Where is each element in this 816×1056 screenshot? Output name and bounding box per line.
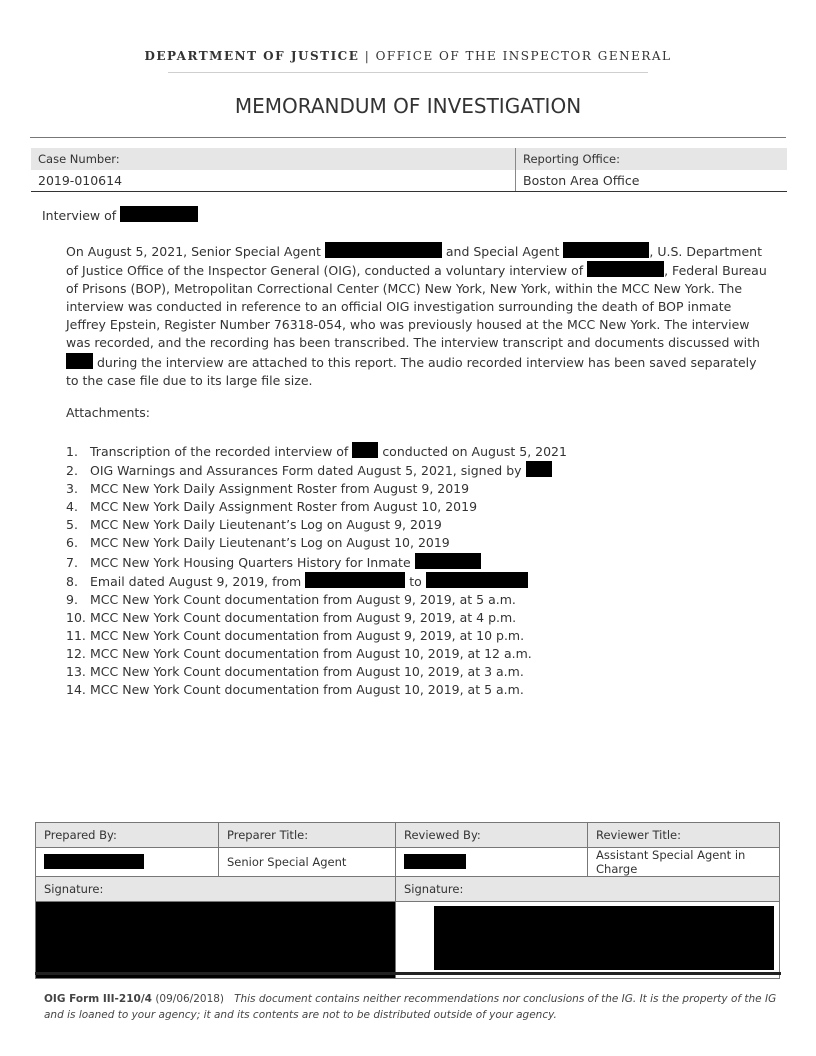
list-item: 3. MCC New York Daily Assignment Roster from August 9, 2019 (66, 481, 470, 497)
list-item: 6. MCC New York Daily Lieutenant’s Log on August 10, 2019 (66, 535, 450, 551)
narrative-text-1: On August 5, 2021, Senior Special Agent (66, 244, 321, 259)
office-name: OFFICE OF THE INSPECTOR GENERAL (375, 49, 672, 63)
redaction-box (434, 906, 774, 970)
redaction-box (120, 206, 198, 222)
footer-disclaimer: This document contains neither recommendations nor conclusions of the IG. It is the property of the IG and is loaned to your agency; it and its contents are not to be distributed outside of your agency. (44, 993, 777, 1021)
redaction-box (563, 242, 649, 258)
case-number-value: 2019-010614 (31, 170, 516, 192)
form-footer (44, 991, 784, 1023)
reporting-office-label: Reporting Office: (516, 148, 788, 170)
case-number-label: Case Number: (31, 148, 516, 170)
prepared-by-value (36, 848, 219, 877)
attachments-heading: Attachments: (66, 405, 151, 420)
narrative-text-3: , U.S. Department of Justice Office of the Inspector General (OIG), conducted a voluntary interview of (66, 244, 762, 279)
document-header (0, 49, 816, 63)
case-info-table (31, 148, 787, 192)
form-id: OIG Form III-210/4 (44, 993, 152, 1005)
redaction-box (305, 572, 405, 588)
list-item: 7. MCC New York Housing Quarters History for Inmate (66, 553, 567, 572)
signature-table (35, 822, 780, 979)
list-item: 4. MCC New York Daily Assignment Roster from August 10, 2019 (66, 499, 478, 515)
list-item: 9. MCC New York Count documentation from August 9, 2019, at 5 a.m. (66, 591, 516, 607)
list-item: 10. MCC New York Count documentation from August 9, 2019, at 4 p.m. (66, 609, 517, 625)
redaction-box (325, 242, 442, 258)
list-item: 2. OIG Warnings and Assurances Form dated August 5, 2021, signed by (66, 461, 567, 480)
redaction-box (526, 461, 552, 477)
attachments-list (66, 442, 567, 699)
interview-of-label: Interview of (42, 208, 117, 223)
header-separator: | (359, 49, 376, 63)
list-item: 11. MCC New York Count documentation from August 9, 2019, at 10 p.m. (66, 627, 525, 643)
redaction-box (426, 572, 528, 588)
redaction-box (36, 902, 395, 978)
list-item: 14. MCC New York Count documentation from August 10, 2019, at 5 a.m. (66, 682, 524, 698)
signature-bottom-rule (35, 972, 781, 975)
list-item: 8. Email dated August 9, 2019, from to (66, 572, 567, 591)
header-divider (168, 72, 648, 73)
list-item: 5. MCC New York Daily Lieutenant’s Log on August 9, 2019 (66, 517, 442, 533)
reviewer-signature-cell (396, 902, 780, 979)
narrative-text-4: , Federal Bureau of Prisons (BOP), Metropolitan Correctional Center (MCC) New York, New York, within the MCC New York. The interview was conducted in reference to an official OIG investigation surrounding the death of BOP inmate Jeffrey Epstein, Register Number 76318-054, who was previously housed at the MCC New York. The interview was recorded, and the recording has been transcribed. The interview transcript and documents discussed with (66, 263, 767, 351)
narrative-text-2: and Special Agent (445, 244, 560, 259)
reviewed-by-label: Reviewed By: (396, 823, 588, 848)
form-date: (09/06/2018) (151, 993, 225, 1005)
redaction-box (66, 353, 93, 369)
signature-label-left: Signature: (36, 877, 396, 902)
title-divider (30, 137, 786, 138)
preparer-signature-cell (36, 902, 396, 979)
reporting-office-value: Boston Area Office (516, 170, 788, 192)
redaction-box (44, 854, 144, 869)
narrative-text-5: during the interview are attached to this report. The audio recorded interview has been saved separately to the case file due to its large file size. (66, 354, 757, 388)
redaction-box (415, 553, 481, 569)
list-item: 12. MCC New York Count documentation from August 10, 2019, at 12 a.m. (66, 646, 532, 662)
signature-label-right: Signature: (396, 877, 780, 902)
list-item: 13. MCC New York Count documentation from August 10, 2019, at 3 a.m. (66, 664, 524, 680)
page-title: MEMORANDUM OF INVESTIGATION (234, 94, 582, 118)
narrative-paragraph (66, 242, 772, 390)
redaction-box (587, 261, 664, 277)
redaction-box (404, 854, 466, 869)
reviewed-by-value (396, 848, 588, 877)
reviewer-title-label: Reviewer Title: (588, 823, 780, 848)
preparer-title-value: Senior Special Agent (219, 848, 396, 877)
preparer-title-label: Preparer Title: (219, 823, 396, 848)
agency-name: DEPARTMENT OF JUSTICE (144, 49, 360, 63)
reviewer-title-value: Assistant Special Agent in Charge (588, 848, 780, 877)
list-item: 1. Transcription of the recorded interview of conducted on August 5, 2021 (66, 444, 567, 459)
prepared-by-label: Prepared By: (36, 823, 219, 848)
redaction-box (352, 442, 378, 458)
interview-subject-line (42, 206, 198, 223)
